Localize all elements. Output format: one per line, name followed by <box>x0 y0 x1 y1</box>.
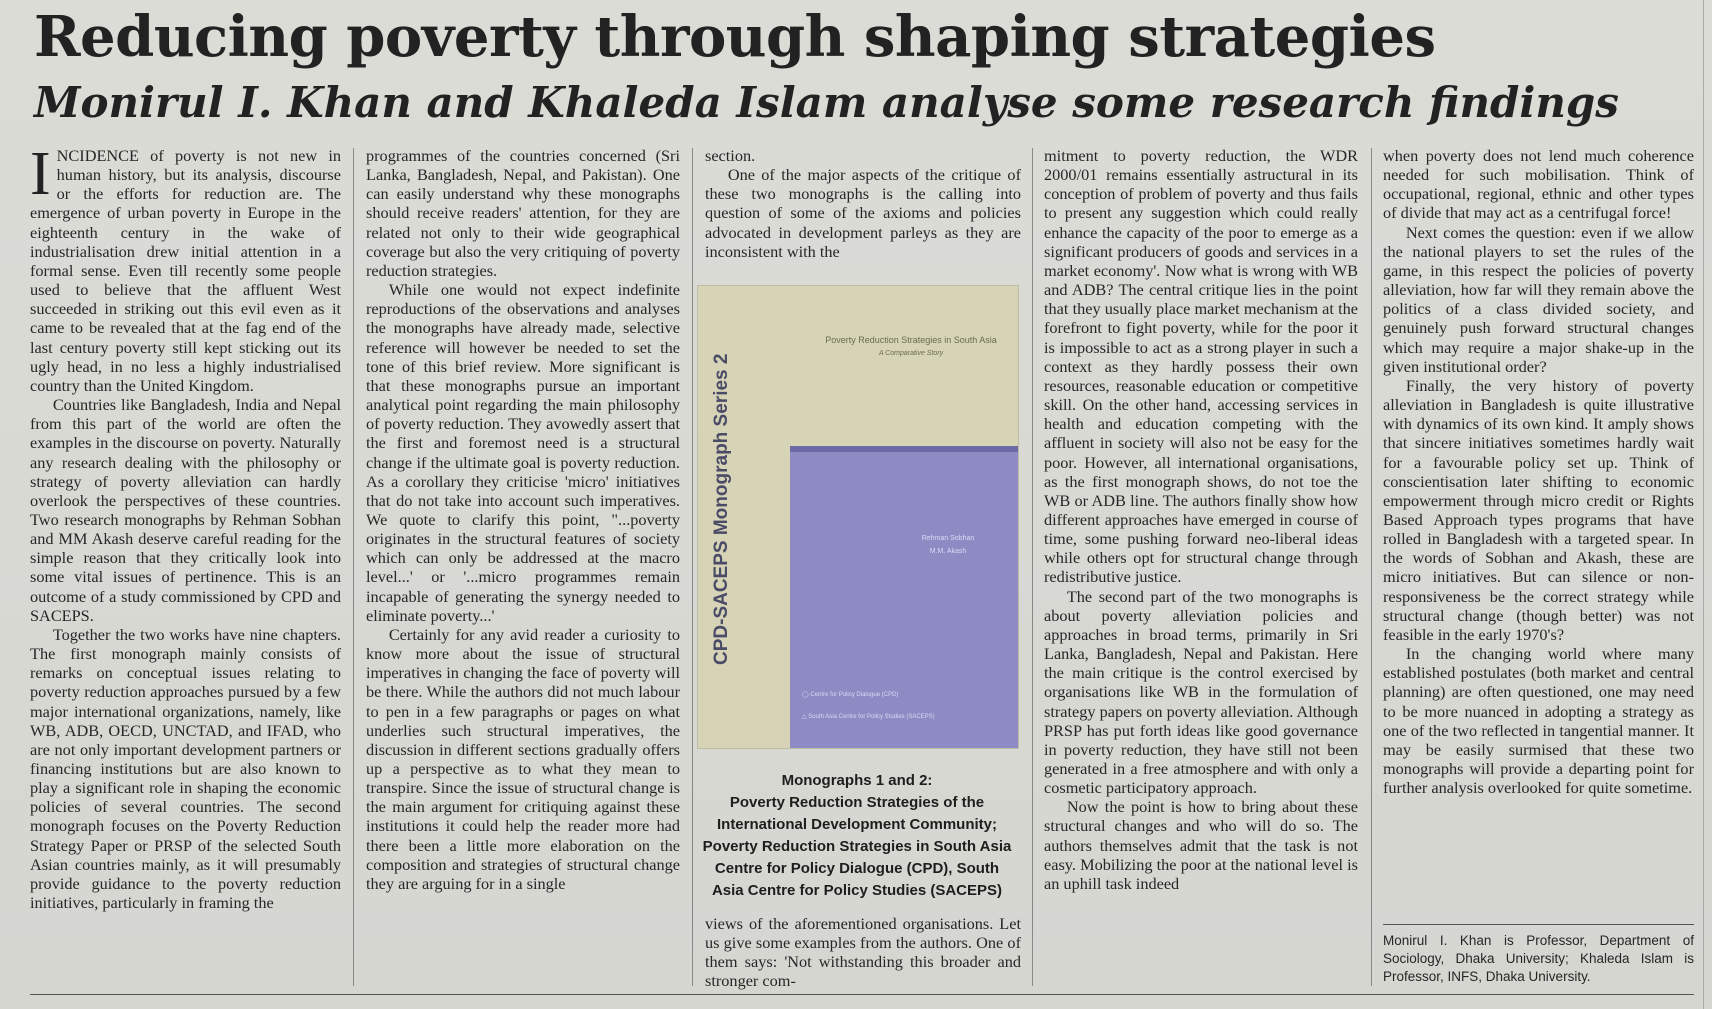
paragraph: Finally, the very history of poverty alleviation in Bangladesh is quite illustrative with dynamics of its own kind. It amply shows that sincere initiatives sometimes hardly wait for a favourable policy set up. Think of conscientisation later shifting to economic empowerment through micro credit or Rights Based Approach types programs that have rolled in Bangladesh with a targeted spear. In the words of Sobhan and Akash, these are micro initiatives. But can silence or non-responsiveness be the correct strategy while structural change (though better) was not feasible in the early 1970's? <box>1383 375 1694 644</box>
paragraph: section. <box>705 146 756 165</box>
paragraph <box>30 140 341 395</box>
paragraph: mitment to poverty reduction, the WDR 2000/01 remains essentially astructural in its conception of problem of poverty and thus fails to present any suggestion which could really enhance the capacity of the poor to emerge as a significant producers of goods and services in a market economy'. Now what is wrong with WB and ADB? The central critique lies in the point that they usually place market mechanism at the forefront to fight poverty, while for the poor it is impossible to act as a strong player in such a context as they hardly possess their own resources, reasonable education or competitive skill. On the other hand, accessing services in health and education competing with the affluent in society will also not be easy for the poor. However, all international organisations, as the first monograph shows, do not toe the WB or ADB line. The authors finally show how different approaches have emerged in course of time, some pushing forward neo-liberal ideas while others opt for structural change through redistributive justice. <box>1044 146 1358 587</box>
caption-line: Poverty Reduction Strategies in South Asia <box>702 838 1012 855</box>
paragraph: One of the major aspects of the critique of these two monographs is the calling into question of some of the axioms and policies advocated in development parleys as they are inconsistent with the <box>705 165 1021 261</box>
cover-subtitle: A Comparative Story <box>878 350 944 357</box>
paragraph: In the changing world where many established postulates (both market and central planning) are often questioned, one may need to be more nuanced in adopting a strategy as one of the two reflected in tangential manner. It may be easily surmised that these two monographs will provide a departing point for further analysis overlooked for quite sometime. <box>1383 644 1694 798</box>
paragraph-text: NCIDENCE of poverty is not new in human history, but its analysis, discourse or the efforts for reduction are. The emergence of urban poverty in Europe in the eighteenth century in the wake of industrialisation drew initial attention in a formal sense. Even till recently some people used to believe that the affluent West succeeded in striking out this evil even as it came to be revealed that at the fag end of the last century poverty still kept sticking out its ugly head, in no less a highly industrialised country than the United Kingdom. <box>30 146 341 395</box>
drop-cap: I <box>30 140 51 208</box>
cpd-logo: ◯ Centre for Policy Dialogue (CPD) <box>802 692 899 698</box>
column-divider <box>353 148 354 986</box>
paragraph: The second part of the two monographs is about poverty alleviation policies and approaches in broad terms, primarily in Sri Lanka, Bangladesh, Nepal and Pakistan. Here the main critique is the control exercised by organisations like WB in the formulation of strategy papers on poverty alleviation. Although PRSP has put forth ideas like good governance in poverty reduction, they have still not been generated in a free atmosphere and with only a cosmetic participatory approach. <box>1044 586 1358 798</box>
paragraph: Certainly for any avid reader a curiosity to know more about the issue of structural imperatives in changing the face of poverty will be there. While the authors did not much labour to pen in a few paragraphs or pages on what underlies such structural imperatives, the discussion in different sections gradually offers up a perspective as to what they mean to transpire. Since the issue of structural change is the main argument for critiquing against these institutions it could help the reader more had there been a little more elaboration on the composition and strategies of structural change they are arguing for in a single <box>366 624 680 893</box>
caption-line: Poverty Reduction Strategies of the <box>729 794 985 811</box>
column-divider <box>1032 148 1033 986</box>
saceps-logo: △ South Asia Centre for Policy Studies (SACEPS) <box>802 714 935 720</box>
bottom-rule <box>30 994 1694 995</box>
caption-line: Centre for Policy Dialogue (CPD), South <box>714 860 1000 877</box>
figure-caption <box>697 770 1017 902</box>
article-column-5 <box>1383 146 1694 797</box>
author-bio: Monirul I. Khan is Professor, Department of Sociology, Dhaka University; Khaleda Islam is Professor, INFS, Dhaka University. <box>1383 933 1694 984</box>
paragraph: programmes of the countries concerned (Sri Lanka, Bangladesh, Nepal, and Pakistan). One can easily understand why these monographs should receive readers' attention, for they are related not only to their wide geographical coverage but also the very critiquing of poverty reduction strategies. <box>366 146 680 280</box>
cover-logos <box>802 684 1002 728</box>
page-edge <box>1703 0 1704 1009</box>
paragraph: Together the two works have nine chapters. The first monograph mainly consists of remarks on conceptual issues relating to poverty reduction approaches pursued by a few major international organizations, namely, like WB, ADB, OECD, UNCTAD, and IFAD, who are not only important development partners or financing institutions but are also known to play a significant role in shaping the economic policies of several countries. The second monograph focuses on the Poverty Reduction Strategy Paper or PRSP of the selected South Asian countries mainly, as it will presumably provide guidance to the poverty reduction initiatives, particularly in framing the <box>30 624 341 913</box>
column-divider <box>1371 148 1372 986</box>
book-cover-image <box>697 285 1019 749</box>
paragraph: views of the aforementioned organisations. Let us give some examples from the authors. One of them says: 'Not withstanding this broader and stronger com- <box>705 914 1021 991</box>
cover-author: M.M. Akash <box>929 548 967 555</box>
article-column-3 <box>705 146 1021 261</box>
article-column-3-bottom <box>705 914 1021 991</box>
paragraph: Now the point is how to bring about these structural changes and who will do so. The authors themselves admit that the task is not easy. Mobilizing the poor at the national level is an uphill task indeed <box>1044 797 1358 893</box>
headline: Reducing poverty through shaping strategies <box>34 4 1436 70</box>
caption-line: International Development Community; <box>716 816 998 833</box>
series-title: CPD-SACEPS Monograph Series 2 <box>711 353 732 665</box>
paragraph: Countries like Bangladesh, India and Nepal from this part of the world are often the examples in the discourse on poverty. Naturally any research dealing with the philosophy or strategy of poverty alleviation can hardly overlook the perspectives of these countries. Two research monographs by Rehman Sobhan and MM Akash deserve careful reading for the simple reason that they critically look into some vital issues of pertinence. This is an outcome of a study commissioned by CPD and SACEPS. <box>30 395 341 625</box>
article-column-1 <box>30 140 341 913</box>
caption-line: Monographs 1 and 2: <box>781 772 933 789</box>
paragraph: when poverty does not lend much coherence needed for such mobilisation. Think of occupational, regional, ethnic and other types of divide that may act as a centrifugal force! <box>1383 146 1694 223</box>
bio-divider <box>1383 924 1694 925</box>
paragraph: Next comes the question: even if we allow the national players to set the rules of the game, in this respect the policies of poverty alleviation, how far will they remain above the politics of a class divided society, and genuinely push forward structural changes which may require a major shake-up in the given institutional order? <box>1383 222 1694 376</box>
subheadline: Monirul I. Khan and Khaleda Islam analyse some research findings <box>34 78 1619 127</box>
article-column-4 <box>1044 146 1358 893</box>
article-column-2 <box>366 146 680 893</box>
caption-line: Asia Centre for Policy Studies (SACEPS) <box>711 882 1003 899</box>
cover-title: Poverty Reduction Strategies in South Asia <box>825 335 997 345</box>
cover-author: Rehman Sobhan <box>921 535 975 542</box>
cover-authors <box>898 532 998 558</box>
cover-title-block <box>816 334 1006 360</box>
paragraph: While one would not expect indefinite reproductions of the observations and analyses the monographs have already made, selective reference will however be needed to set the tone of this brief review. More significant is that these monographs pursue an important analytical point regarding the main philosophy of poverty reduction. They avowedly assert that the first and foremost need is a structural change if the ultimate goal is poverty reduction. As a corollary they criticise 'micro' initiatives that do not take into account such imperatives. We quote to clarify this point, "...poverty originates in the structural features of society which can only be addressed at the macro level...' or '...micro programmes remain incapable of generating the synergy needed to eliminate poverty...' <box>366 280 680 625</box>
column-divider <box>692 148 693 986</box>
